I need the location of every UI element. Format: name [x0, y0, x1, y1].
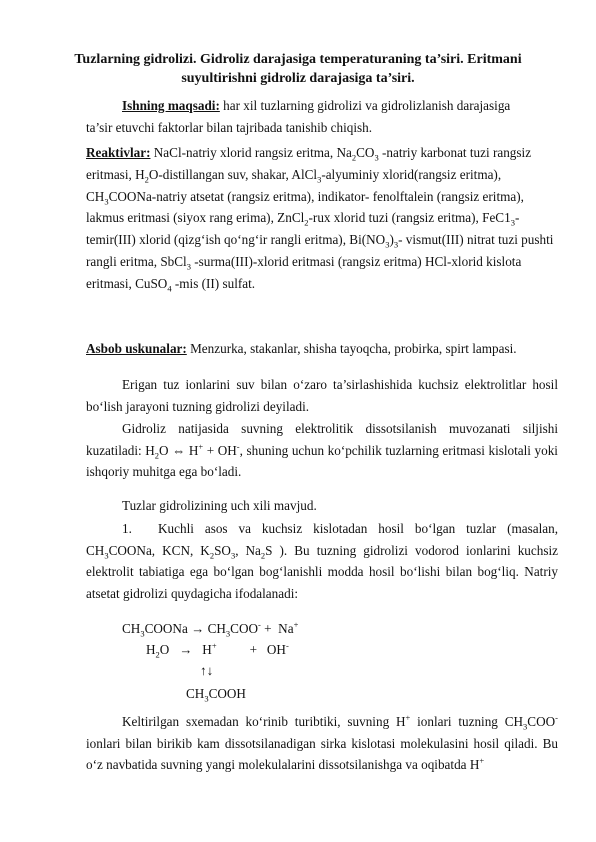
subscript: 2 — [304, 218, 309, 229]
equation-text: COONa → CH — [144, 621, 226, 636]
subscript: 3 — [225, 628, 231, 639]
equilibrium-arrows: ↑↓ — [200, 663, 214, 678]
reagents-text: -alyuminiy xlorid(rangsiz eritma), CH — [86, 166, 502, 204]
reagents-text: CO — [356, 145, 375, 160]
paragraph-text: COO — [527, 714, 556, 729]
paragraph-text: ionlari bilan birikib kam dissotsilanadigan sirka kislotasi molekulasini hosil qiladi. Bu o‘z navbatida suvning yangi molekulalarini dissotsilanishga va oqibatda H — [86, 735, 558, 773]
subscript: 3 — [140, 628, 145, 639]
paragraph-text: Gidroliz natijasida suvning elektrolitik dissotsilanish muvozanati siljishi kuzatiladi: H — [86, 421, 558, 458]
equation-text: CH — [186, 686, 205, 701]
paragraph-text: COONa, KCN, K — [108, 542, 210, 558]
paragraph-type-1 — [86, 518, 558, 604]
subscript: 3 — [230, 550, 236, 561]
superscript: + — [293, 619, 299, 630]
subscript: 3 — [186, 261, 191, 272]
list-number: 1. — [122, 521, 132, 536]
reagents-paragraph — [86, 142, 558, 295]
superscript: + — [479, 755, 485, 766]
title-line-2: suyultirishni gidroliz darajasiga ta’siri. — [181, 71, 415, 86]
superscript: + — [405, 712, 411, 723]
reagents-text: NaCl-natriy xlorid rangsiz eritma, Na — [150, 145, 352, 160]
paragraph-text: O ⇔ H — [159, 442, 199, 458]
equipment-text: Menzurka, stakanlar, shisha tayoqcha, probirka, spirt lampasi. — [186, 341, 517, 356]
equation-text: + OH — [216, 642, 286, 657]
title-line-1: Tuzlarning gidrolizi. Gidroliz darajasiga temperaturaning ta’siri. Eritmani — [74, 52, 522, 67]
superscript: - — [258, 619, 261, 630]
purpose-text-1: har xil tuzlarning gidrolizi va gidrolizlanish darajasiga — [219, 98, 511, 113]
equation-text: COOH — [208, 686, 246, 701]
paragraph-equilibrium — [86, 418, 558, 483]
reagents-text: -temir(III) xlorid (qizg‘ish qo‘ng‘ir rangli eritma), Bi(NO — [86, 210, 520, 248]
reagents-label: Reaktivlar: — [86, 145, 151, 160]
subscript: 2 — [144, 174, 149, 185]
reagents-text: -rux xlorid tuzi (rangsiz eritma), FeC1 — [308, 210, 511, 226]
subscript: 3 — [204, 693, 209, 704]
subscript: 2 — [154, 450, 159, 461]
subscript: 2 — [209, 550, 215, 561]
subscript: 3 — [104, 196, 109, 207]
subscript: 3 — [385, 239, 390, 250]
superscript: - — [236, 441, 240, 452]
purpose-paragraph — [86, 95, 558, 138]
paragraph-hydrolysis-definition: Erigan tuz ionlarini suv bilan o‘zaro ta’sirlashishida kuchsiz elektrolitlar hosil bo‘lish jarayoni tuzning gidrolizi deyiladi. — [86, 377, 558, 414]
reagents-text: -surma(III)-xlorid eritmasi (rangsiz eritma) HCl-xlorid kislota eritmasi, CuSO — [86, 253, 522, 291]
paragraph-text: ionlari tuzning CH — [410, 714, 524, 729]
reagents-text: O-distillangan suv, shakar, AlCl — [148, 166, 318, 182]
equation-line-1 — [122, 620, 298, 638]
superscript: + — [211, 640, 217, 651]
equipment-paragraph — [86, 338, 558, 360]
subscript: 3 — [523, 721, 528, 732]
reagents-text: ) — [389, 232, 394, 248]
subscript: 4 — [167, 283, 172, 294]
purpose-text-2: ta’sir etuvchi faktorlar bilan tajribada tanishib chiqish. — [86, 119, 373, 135]
equation-text: O → H — [159, 642, 212, 657]
subscript: 3 — [393, 239, 399, 250]
document-title — [60, 50, 536, 88]
subscript: 2 — [351, 152, 357, 163]
paragraph-types: Tuzlar gidrolizining uch xili mavjud. — [122, 498, 317, 513]
paragraph-text: SO — [214, 542, 231, 558]
superscript: - — [555, 712, 558, 723]
superscript: + — [198, 441, 204, 452]
equipment-label: Asbob uskunalar: — [86, 341, 187, 356]
paragraph-text: , Na — [235, 542, 261, 558]
equation-text: CH — [122, 621, 141, 636]
reagents-text: COONa-natriy atsetat (rangsiz eritma), indikator- fenolftalein (rangsiz eritma), lakmus eritmasi (siyox rang erima), ZnCl — [86, 188, 524, 226]
equation-text: COO — [230, 621, 258, 636]
purpose-label: Ishning maqsadi: — [122, 98, 220, 113]
paragraph-text: Keltirilgan sxemadan ko‘rinib turibtiki, suvning H — [122, 714, 406, 729]
reagents-text: -mis (II) sulfat. — [171, 275, 256, 291]
equation-line-2 — [146, 641, 289, 659]
subscript: 3 — [317, 174, 322, 185]
paragraph-text: , shuning uchun ko‘pchilik tuzlarning eritmasi kislotali yoki ishqoriy muhitga ega bo‘ladi. — [86, 442, 558, 480]
paragraph-text: + OH — [203, 442, 237, 458]
subscript: 2 — [155, 649, 160, 660]
reagents-text: -natriy karbonat tuzi rangsiz eritmasi, H — [86, 145, 532, 182]
subscript: 3 — [104, 550, 109, 561]
paragraph-scheme-explanation — [86, 711, 558, 776]
subscript: 2 — [260, 550, 266, 561]
equation-text: + Na — [260, 621, 294, 636]
reagents-text: - vismut(III) nitrat tuzi pushti rangli eritma, SbCl — [86, 232, 554, 269]
equation-line-4 — [186, 685, 246, 703]
subscript: 3 — [374, 152, 379, 163]
superscript: - — [285, 640, 289, 651]
paragraph-text: Kuchli asos va kuchsiz kislotadan hosil bo‘lgan tuzlar (masalan, CH — [86, 521, 558, 558]
paragraph-text: S ). Bu tuzning gidrolizi vodorod ionlarini kuchsiz elektrolit tabiatiga ega bo‘lgan bog‘lanishli modda hosil bo‘lishi bilan bog‘liq. Natriy atsetat gidrolizi quydagicha ifodalanadi: — [86, 542, 558, 601]
subscript: 3 — [510, 218, 515, 229]
equation-text: H — [146, 642, 156, 657]
